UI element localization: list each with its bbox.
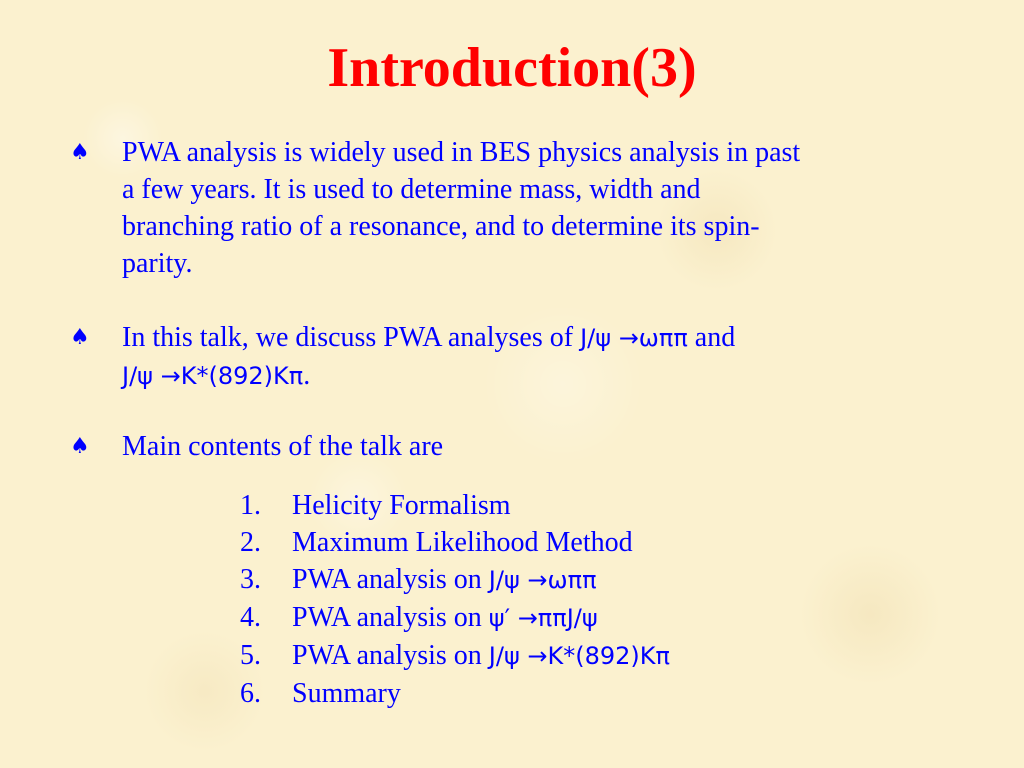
list-item-text: Helicity Formalism bbox=[292, 490, 511, 521]
bullet-line bbox=[122, 319, 962, 357]
bullet-line: branching ratio of a resonance, and to determine its spin- bbox=[122, 211, 760, 242]
bullet-line: Main contents of the talk are bbox=[122, 431, 444, 462]
bullet-text bbox=[122, 134, 962, 282]
contents-list bbox=[240, 487, 670, 712]
list-item bbox=[240, 487, 670, 524]
spade-bullet-icon: ♠ bbox=[70, 325, 90, 350]
decay-formula: J/ψ →ωππ bbox=[488, 566, 597, 594]
bullet-line: a few years. It is used to determine mass, width and bbox=[122, 174, 701, 205]
spade-bullet-icon: ♠ bbox=[70, 434, 90, 459]
bullet-text-segment: and bbox=[687, 322, 736, 353]
bullet-text bbox=[122, 428, 962, 465]
bullet-line: parity. bbox=[122, 248, 193, 279]
bullet-line: PWA analysis is widely used in BES physics analysis in past bbox=[122, 137, 801, 168]
list-item-text: PWA analysis on bbox=[292, 602, 489, 633]
slide-title: Introduction(3) bbox=[327, 37, 697, 99]
bullet-text-segment: In this talk, we discuss PWA analyses of bbox=[122, 322, 581, 353]
list-number: 4. bbox=[240, 602, 261, 633]
list-item-text: PWA analysis on bbox=[292, 564, 489, 595]
list-number: 5. bbox=[240, 640, 261, 671]
list-number: 3. bbox=[240, 564, 261, 595]
list-number: 6. bbox=[240, 678, 261, 709]
list-item-text: Maximum Likelihood Method bbox=[292, 527, 633, 558]
bullet-line bbox=[122, 357, 962, 395]
bullet-text-segment: . bbox=[303, 360, 311, 391]
list-item bbox=[240, 637, 670, 675]
list-item-text: Summary bbox=[292, 678, 401, 709]
list-item-text: PWA analysis on bbox=[292, 640, 489, 671]
list-item bbox=[240, 524, 670, 561]
decay-formula: J/ψ →ωππ bbox=[580, 324, 688, 352]
spade-bullet-icon: ♠ bbox=[70, 140, 90, 165]
list-item bbox=[240, 675, 670, 712]
decay-formula: J/ψ →K*(892)Kπ bbox=[488, 642, 670, 670]
decay-formula: ψ′ →ππJ/ψ bbox=[488, 604, 598, 632]
list-number: 1. bbox=[240, 490, 261, 521]
list-item bbox=[240, 561, 670, 599]
list-number: 2. bbox=[240, 527, 261, 558]
bullet-text bbox=[122, 319, 962, 395]
decay-formula: J/ψ →K*(892)Kπ bbox=[122, 362, 304, 390]
list-item bbox=[240, 599, 670, 637]
